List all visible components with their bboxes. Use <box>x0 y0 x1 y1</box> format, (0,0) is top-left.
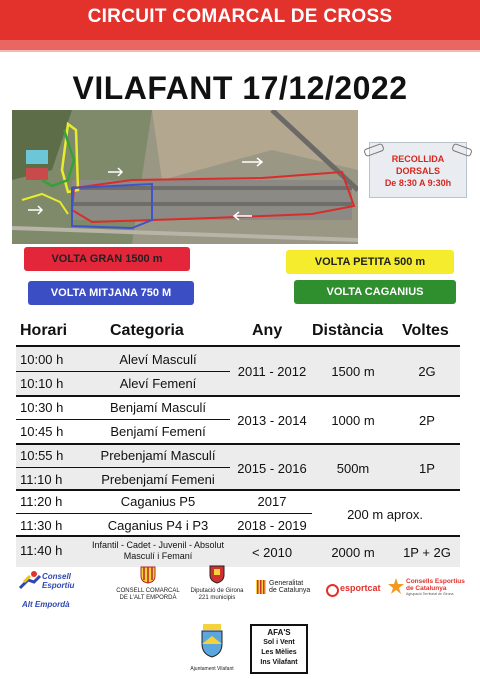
lap-badge-mitjana: VOLTA MITJANA 750 M <box>28 281 194 305</box>
aerial-course-map <box>12 110 358 244</box>
row-time: 11:20 h <box>20 494 63 509</box>
row-divider <box>16 419 230 420</box>
header-horari: Horari <box>20 322 68 339</box>
logo-text: Diputació de Girona <box>190 588 244 594</box>
table-divider <box>16 535 460 537</box>
group-laps: 1P + 2G <box>403 545 451 560</box>
group-distance: 1500 m <box>331 364 375 379</box>
row-category: Caganius P5 <box>120 494 196 509</box>
logo-consells-catalunya <box>388 578 472 602</box>
group-distance: 200 m aprox. <box>347 507 423 522</box>
row-time: 11:30 h <box>20 518 63 533</box>
logo-text-line: de Catalunya <box>269 587 311 594</box>
row-divider <box>16 513 312 514</box>
logo-text: DE L'ALT EMPORDÀ <box>119 595 177 601</box>
logo-esportcat <box>326 583 380 597</box>
lap-badge-gran: VOLTA GRAN 1500 m <box>24 247 190 271</box>
lap-badge-caganius: VOLTA CAGANIUS <box>294 280 456 304</box>
logo-text-line: Consells Esportius <box>406 578 465 585</box>
header-distancia: Distància <box>312 322 384 339</box>
logo-text: Ajuntament Vilafant <box>190 666 234 672</box>
logo-text-line: Generalitat <box>269 580 304 587</box>
runner-icon <box>18 570 42 590</box>
group-year: 2015 - 2016 <box>237 461 307 476</box>
row-divider <box>16 371 230 372</box>
table-divider <box>16 345 460 347</box>
group-year: 2018 - 2019 <box>237 518 307 533</box>
shield-icon <box>140 566 156 584</box>
group-year: < 2010 <box>251 545 293 560</box>
row-category-line: Infantil - Cadet - Juvenil - Absolut <box>91 540 225 550</box>
star-icon <box>388 578 404 594</box>
dorsal-line-1: RECOLLIDA <box>391 154 445 164</box>
row-time: 11:10 h <box>20 472 63 487</box>
group-year: 2011 - 2012 <box>237 364 307 379</box>
row-category: Caganius P4 i P3 <box>107 518 209 533</box>
row-time: 10:00 h <box>20 352 64 367</box>
dorsal-pickup-text <box>369 153 467 189</box>
logo-text: CONSELL COMARCAL <box>116 588 180 594</box>
row-time: 10:10 h <box>20 376 64 391</box>
logo-text-line: Sol i Vent <box>263 639 295 646</box>
row-category-line: Masculí i Femaní <box>123 551 193 561</box>
row-time: 10:55 h <box>20 448 64 463</box>
table-divider <box>16 443 460 445</box>
logo-text <box>406 578 465 597</box>
table-divider <box>16 395 460 397</box>
row-divider <box>16 467 230 468</box>
event-location-date: VILAFANT 17/12/2022 <box>72 70 408 106</box>
group-distance: 500m <box>336 461 370 476</box>
group-year: 2017 <box>257 494 287 509</box>
table-divider <box>16 489 460 491</box>
group-laps: 1P <box>419 461 435 476</box>
row-time: 10:45 h <box>20 424 64 439</box>
logo-afas <box>250 624 308 674</box>
header-banner-shadow <box>0 40 480 52</box>
logo-text-line: de Catalunya <box>406 585 447 592</box>
logo-text <box>269 580 310 594</box>
logo-text: esportcat <box>340 583 381 593</box>
logo-diputacio <box>186 564 248 608</box>
esportcat-icon <box>326 584 339 597</box>
group-distance: 1000 m <box>331 413 375 428</box>
shield-icon <box>209 564 225 584</box>
row-category: Aleví Femení <box>119 376 197 391</box>
lap-badge-petita: VOLTA PETITA 500 m <box>286 250 454 274</box>
logo-text-line: Agrupació Territorial de Girona <box>406 592 454 596</box>
header-voltes: Voltes <box>402 322 449 339</box>
row-category: Aleví Masculí <box>119 352 197 367</box>
group-laps: 2P <box>419 413 435 428</box>
group-year: 2013 - 2014 <box>237 413 307 428</box>
logo-text: Alt Empordà <box>22 600 70 609</box>
row-time: 11:40 h <box>20 543 63 558</box>
row-category: Benjamí Masculí <box>109 400 207 415</box>
logo-consell-esportiu <box>18 568 98 616</box>
logo-ajuntament <box>184 624 240 676</box>
page-title: CIRCUIT COMARCAL DE CROSS <box>87 6 393 27</box>
row-category-multi <box>78 540 238 562</box>
logo-generalitat <box>256 580 320 600</box>
header-categoria: Categoria <box>110 322 184 339</box>
header-any: Any <box>252 322 283 339</box>
shield-icon <box>200 624 224 658</box>
dorsal-line-3: De 8:30 A 9:30h <box>384 178 452 188</box>
group-laps: 2G <box>418 364 436 379</box>
row-time: 10:30 h <box>20 400 64 415</box>
logo-consell-comarcal <box>112 566 184 610</box>
dorsal-line-2: DORSALS <box>395 166 440 176</box>
logo-text-line: Ins Vilafant <box>260 659 298 666</box>
logo-text-line: AFA'S <box>267 628 291 637</box>
logo-text: Consell Esportiu <box>42 572 75 590</box>
row-category: Benjamí Femení <box>110 424 206 439</box>
row-category: Prebenjamí Femeni <box>101 472 215 487</box>
logo-text: 221 municipis <box>198 595 236 601</box>
group-distance: 2000 m <box>331 545 375 560</box>
flag-icon <box>256 580 266 594</box>
row-category: Prebenjamí Masculí <box>100 448 216 463</box>
logo-text-line: Les Mèlies <box>261 649 297 656</box>
